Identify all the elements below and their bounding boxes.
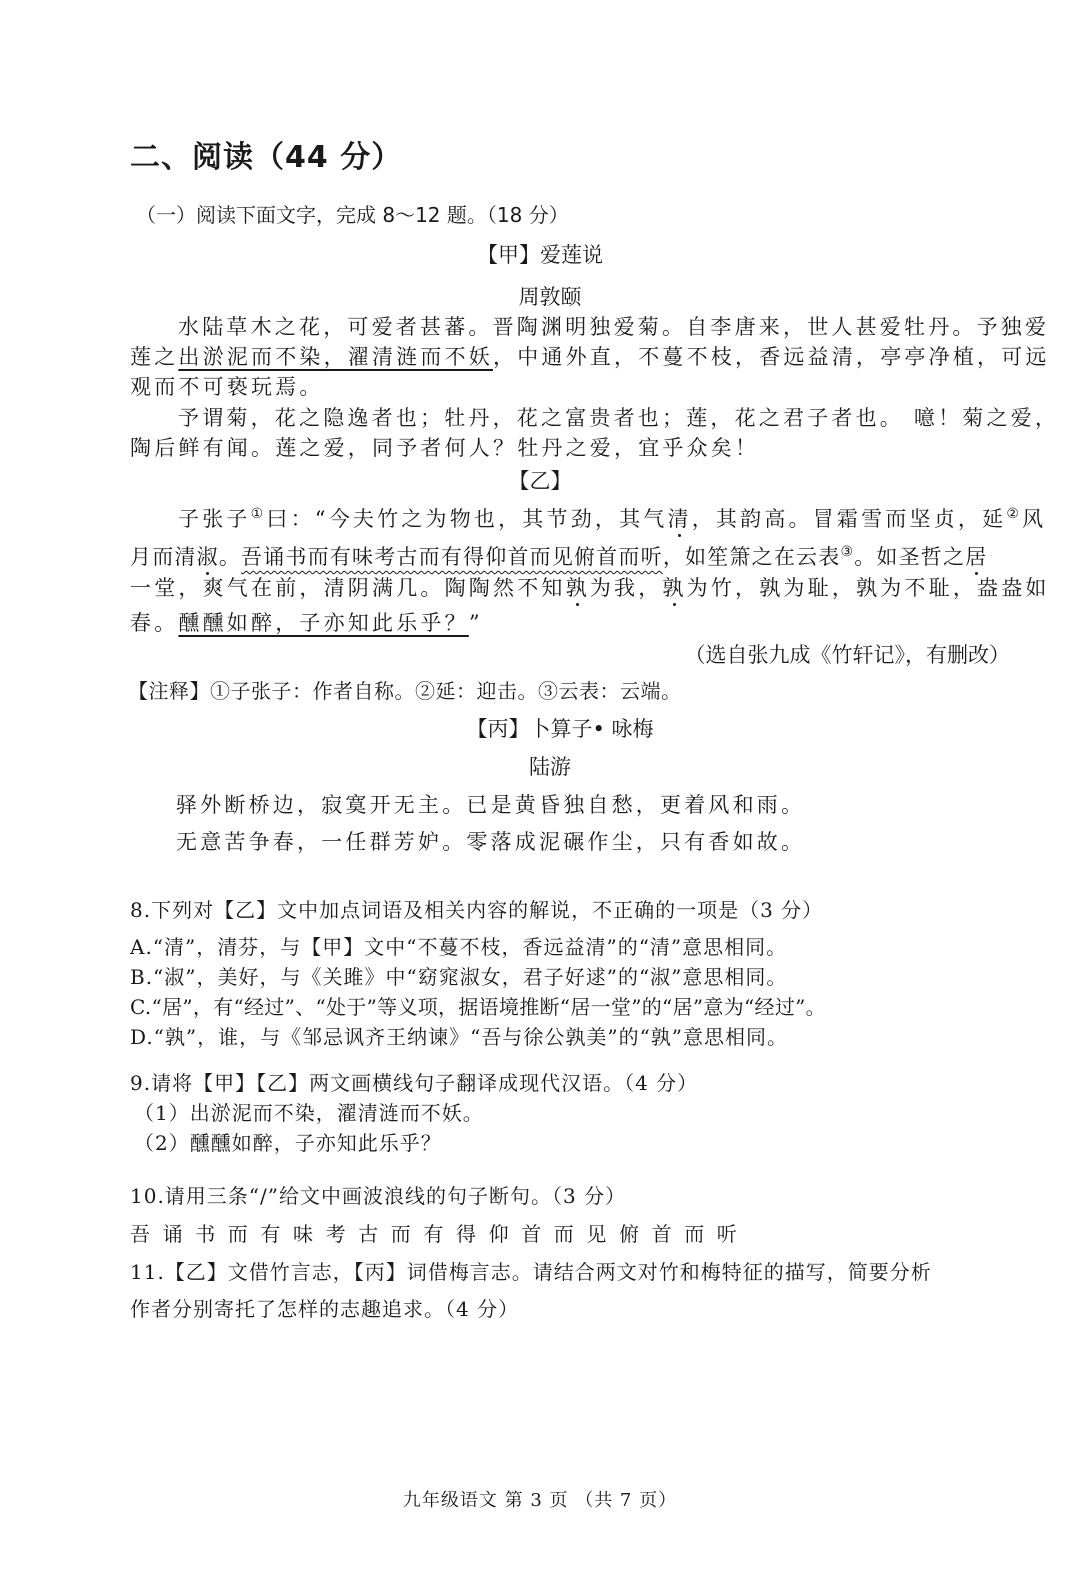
yi-l2-b: 。	[218, 545, 242, 569]
yi-l3-a: 一堂，爽气在前，清阴满几。陶陶然不知	[130, 576, 566, 600]
q8-stem-b: 的一项是（3 分）	[655, 898, 824, 922]
yi-l3-c: 为竹，孰为耻，孰为不耻，盎盎如	[686, 576, 1050, 600]
bing-line2: 无意苦争春，一任群芳妒。零落成泥碾作尘，只有香如故。	[176, 830, 806, 854]
yi-l1-c: ，其韵高。冒霜雪而坚贞，延	[691, 507, 1007, 531]
dotted-word-shu: 淑	[196, 545, 219, 569]
yi-l1-d: 风	[1022, 507, 1047, 531]
section-title: 二、阅读（44 分）	[130, 140, 403, 175]
dotted-word-qing: 清	[667, 507, 692, 531]
q9-stem: 9.请将【甲】【乙】两文画横线句子翻译成现代汉语。（4 分）	[130, 1071, 699, 1095]
yi-l1-a: 子张子	[178, 507, 251, 531]
q10-sentence: 吾诵书而有味考古而有得仰首而见俯首而听	[130, 1222, 750, 1246]
bing-title: 【丙】卜算子• 咏梅	[466, 717, 654, 741]
q9-item-1: （1）出淤泥而不染，濯清涟而不妖。	[134, 1101, 484, 1125]
jia-p1-line2	[130, 342, 1050, 372]
note-mark-3: ③	[840, 544, 855, 560]
jia-underlined-sentence: 出淤泥而不染，濯清涟而不妖	[178, 345, 494, 369]
q11-line1: 11.【乙】文借竹言志，【丙】词借梅言志。请结合两文对竹和梅特征的描写，简要分析	[130, 1260, 932, 1284]
page-footer: 九年级语文 第 3 页 （共 7 页）	[402, 1490, 678, 1511]
yi-l2-d: 。如圣哲之	[854, 545, 966, 569]
reading-intro: （一）阅读下面文字，完成 8～12 题。（18 分）	[136, 203, 569, 227]
q10-stem: 10.请用三条“/”给文中画波浪线的句子断句。（3 分）	[130, 1184, 627, 1208]
dotted-word-shu-2: 孰	[662, 576, 687, 600]
jia-title: 【甲】爱莲说	[477, 243, 603, 267]
yi-title: 【乙】	[508, 469, 572, 493]
q8-stem-a: 8.下列对【乙】文中加点词语及相关内容的解说，	[130, 898, 593, 922]
note-mark-1: ①	[250, 506, 267, 522]
yi-line2	[130, 537, 1030, 572]
yi-l2-c: ，如笙箫之在云表	[662, 545, 841, 569]
wavy-underlined-sentence: 吾诵书而有味考古而有得仰首而见俯首而听	[241, 545, 663, 569]
jia-p2-line1: 予谓菊，花之隐逸者也；牡丹，花之富贵者也；莲，花之君子者也。 噫！菊之爱，	[178, 406, 1060, 430]
yi-source: （选自张九成《竹轩记》，有删改）	[684, 643, 1010, 667]
q8-stem	[130, 895, 1030, 925]
jia-p2-line2: 陶后鲜有闻。莲之爱，同予者何人？牡丹之爱，宜乎众矣！	[130, 436, 760, 460]
yi-l4-a: 春。	[130, 611, 179, 635]
jia-author: 周敦颐	[518, 285, 582, 309]
yi-line1	[178, 499, 1047, 534]
jia-p1-line3: 观而不可亵玩焉。	[130, 375, 324, 399]
yi-line4	[130, 608, 1030, 638]
yi-underlined-sentence: 醺醺如醉，子亦知此乐乎？	[178, 611, 469, 635]
note-mark-2: ②	[1006, 506, 1023, 522]
q9-item-2: （2）醺醺如醉，子亦知此乐乎？	[134, 1131, 442, 1155]
q8-option-c: C.“居”，有“经过”、“处于”等义项，据语境推断“居一堂”的“居”意为“经过”。	[130, 995, 826, 1019]
jia-p1-line2-a: 莲之	[130, 345, 179, 369]
q8-option-b: B.“淑”，美好，与《关雎》中“窈窕淑女，君子好逑”的“淑”意思相同。	[130, 965, 788, 989]
jia-p1-line2-b: ，中通外直，不蔓不枝，香远益清，亭亭净植，可远	[493, 345, 1050, 369]
dotted-word-shu-1: 孰	[565, 576, 590, 600]
q8-option-d: D.“孰”，谁，与《邹忌讽齐王纳谏》“吾与徐公孰美”的“孰”意思相同。	[130, 1025, 789, 1049]
bing-line1: 驿外断桥边，寂寞开无主。已是黄昏独自愁，更着风和雨。	[176, 793, 806, 817]
jia-p1-line1: 水陆草木之花，可爱者甚蕃。晋陶渊明独爱菊。自李唐来，世人甚爱牡丹。予独爱	[178, 315, 1050, 339]
yi-l2-a: 月而清	[130, 545, 197, 569]
q8-stem-emphasis: 不正确	[592, 898, 656, 922]
yi-l3-b: 为我，	[589, 576, 663, 600]
yi-notes: 【注释】①子张子：作者自称。②延：迎击。③云表：云端。	[128, 679, 682, 703]
dotted-word-ju: 居	[965, 545, 988, 569]
bing-author: 陆游	[529, 755, 571, 779]
yi-l4-b: ”	[468, 611, 483, 635]
yi-line3	[130, 573, 1050, 603]
q11-line2: 作者分别寄托了怎样的志趣追求。（4 分）	[130, 1297, 520, 1321]
q8-option-a: A.“清”，清芬，与【甲】文中“不蔓不枝，香远益清”的“清”意思相同。	[130, 935, 788, 959]
yi-l1-b: 曰：“今夫竹之为物也，其节劲，其气	[266, 507, 668, 531]
